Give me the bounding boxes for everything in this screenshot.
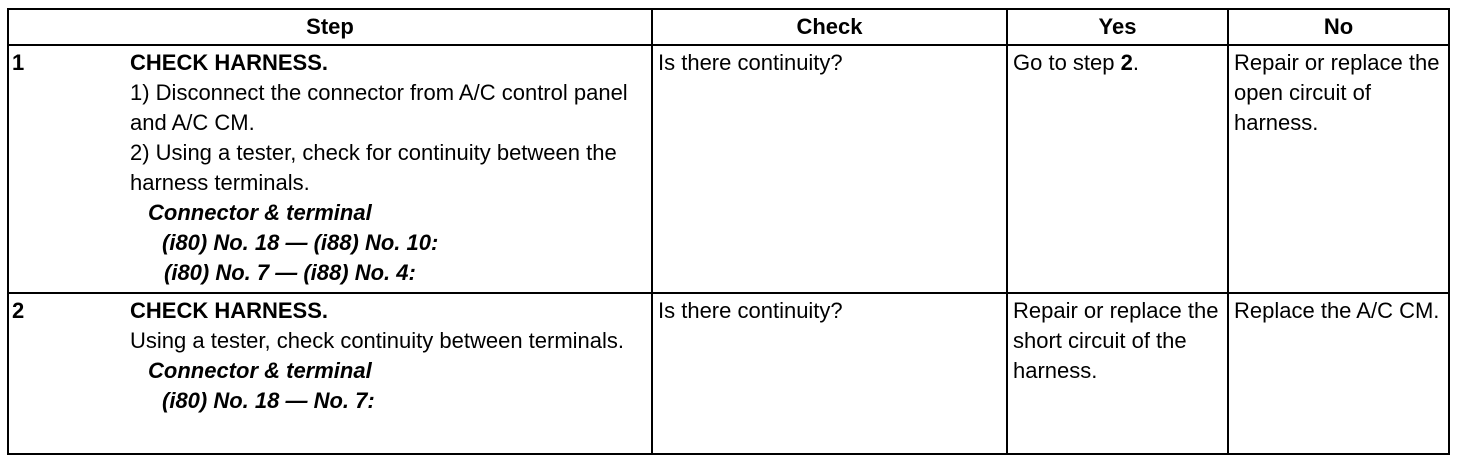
connector-label: Connector & terminal xyxy=(148,358,372,383)
step-content xyxy=(130,45,652,293)
header-yes: Yes xyxy=(1007,9,1228,45)
step-number: 1 xyxy=(8,45,130,293)
connector-label: Connector & terminal xyxy=(148,200,372,225)
yes-step-link: 2 xyxy=(1120,50,1133,75)
step-instruction: Using a tester, check continuity between terminals. xyxy=(130,328,625,353)
diagnostic-table xyxy=(7,8,1450,455)
table-row xyxy=(8,45,1449,293)
step-instruction: 2) Using a tester, check for continuity between the harness terminals. xyxy=(130,140,617,195)
terminal-pair: (i80) No. 7 — (i88) No. 4: xyxy=(164,260,416,285)
table-row xyxy=(8,293,1449,454)
no-cell: Replace the A/C CM. xyxy=(1228,293,1449,454)
step-instruction: 1) Disconnect the connector from A/C control panel and A/C CM. xyxy=(130,80,628,135)
no-cell: Repair or replace the open circuit of harness. xyxy=(1228,45,1449,293)
yes-suffix: . xyxy=(1132,50,1139,75)
header-step: Step xyxy=(8,9,652,45)
step-number: 2 xyxy=(8,293,130,454)
table-header-row xyxy=(8,9,1449,45)
check-cell: Is there continuity? xyxy=(652,293,1007,454)
step-title: CHECK HARNESS. xyxy=(130,298,329,323)
terminal-pair: (i80) No. 18 — (i88) No. 10: xyxy=(162,230,439,255)
yes-text: Go to step xyxy=(1013,50,1121,75)
header-no: No xyxy=(1228,9,1449,45)
step-title: CHECK HARNESS. xyxy=(130,50,329,75)
yes-cell xyxy=(1007,45,1228,293)
step-content xyxy=(130,293,652,454)
header-check: Check xyxy=(652,9,1007,45)
yes-cell: Repair or replace the short circuit of the harness. xyxy=(1007,293,1228,454)
check-cell: Is there continuity? xyxy=(652,45,1007,293)
terminal-pair: (i80) No. 18 — No. 7: xyxy=(162,388,375,413)
